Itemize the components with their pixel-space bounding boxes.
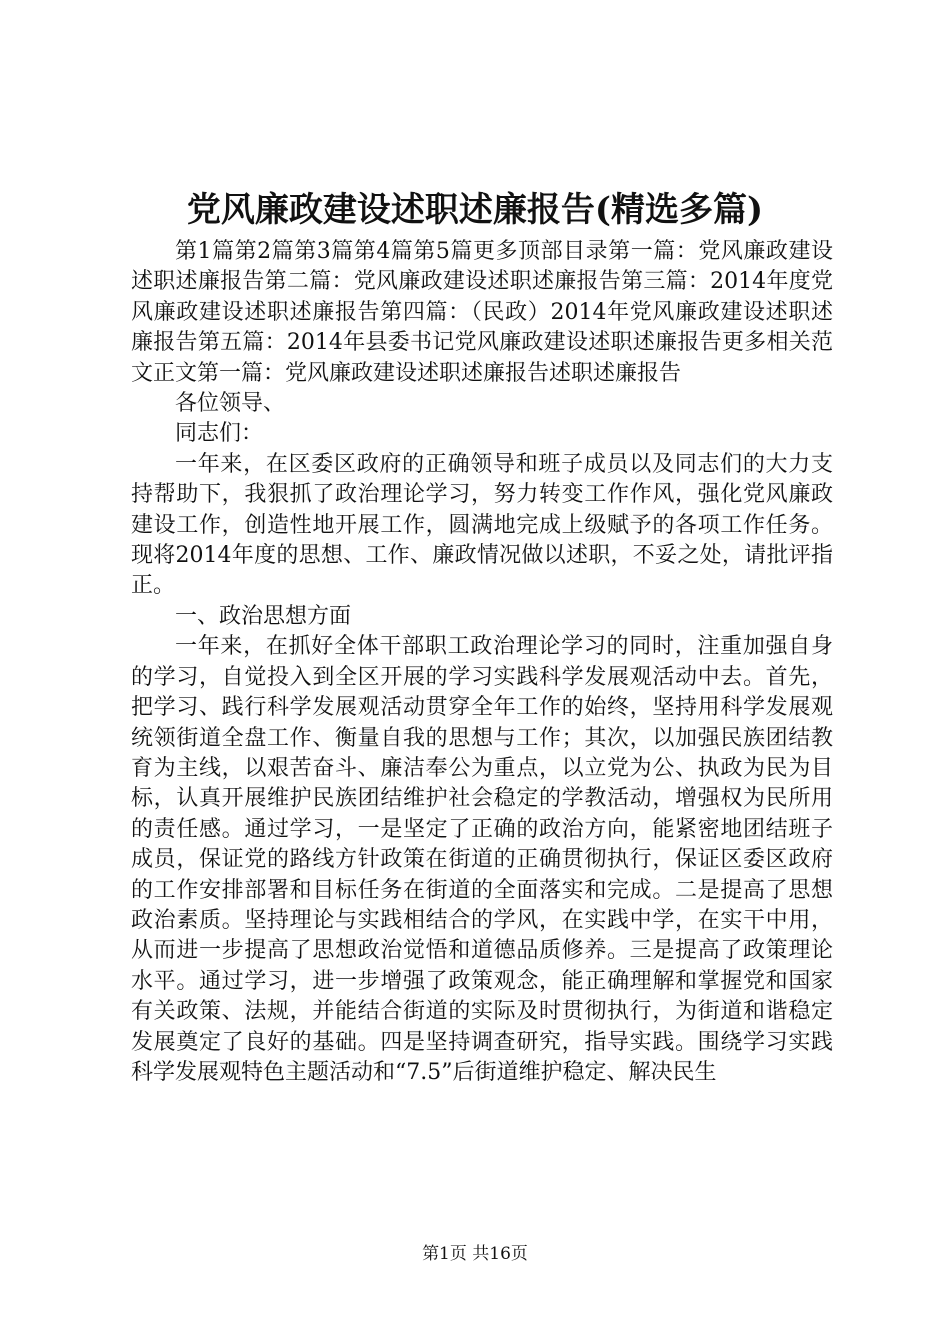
document-title: 党风廉政建设述职述廉报告(精选多篇)	[186, 190, 764, 230]
salutation-leaders: 各位领导、	[175, 391, 286, 417]
intro-paragraph: 一年来，在区委区政府的正确领导和班子成员以及同志们的大力支持帮助下，我狠抓了政治理论学习，努力转变工作作风，强化党风廉政建设工作，创造性地开展工作，圆满地完成上级赋予的各项工作任务。现将2014年度的思想、工作、廉政情况做以述职，不妥之处，请批评指正。	[131, 451, 833, 599]
toc-paragraph: 第1篇第2篇第3篇第4篇第5篇更多顶部目录第一篇：党风廉政建设述职述廉报告第二篇：党风廉政建设述职述廉报告第三篇：2014年度党风廉政建设述职述廉报告第四篇：（民政）2014年党风廉政建设述职述廉报告第五篇：2014年县委书记党风廉政建设述职述廉报告更多相关范文正文第一篇：党风廉政建设述职述廉报告述职述廉报告	[131, 239, 833, 386]
page-footer: 第1页 共16页	[422, 1244, 528, 1264]
section-heading-political: 一、政治思想方面	[175, 603, 352, 629]
document-body	[131, 237, 833, 1088]
salutation-comrades: 同志们：	[175, 421, 264, 447]
political-paragraph: 一年来，在抓好全体干部职工政治理论学习的同时，注重加强自身的学习，自觉投入到全区开展的学习实践科学发展观活动中去。首先，把学习、践行科学发展观活动贯穿全年工作的始终，坚持用科学发展观统领街道全盘工作、衡量自我的思想与工作；其次，以加强民族团结教育为主线，以艰苦奋斗、廉洁奉公为重点，以立党为公、执政为民为目标，认真开展维护民族团结维护社会稳定的学教活动，增强权为民所用的责任感。通过学习，一是坚定了正确的政治方向，能紧密地团结班子成员，保证党的路线方针政策在街道的正确贯彻执行，保证区委区政府的工作安排部署和目标任务在街道的全面落实和完成。二是提高了思想政治素质。坚持理论与实践相结合的学风，在实践中学，在实干中用，从而进一步提高了思想政治觉悟和道德品质修养。三是提高了政策理论水平。通过学习，进一步增强了政策观念，能正确理解和掌握党和国家有关政策、法规，并能结合街道的实际及时贯彻执行，为街道和谐稳定发展奠定了良好的基础。四是坚持调查研究，指导实践。围绕学习实践科学发展观特色主题活动和“7.5”后街道维护稳定、解决民生	[131, 634, 833, 1085]
